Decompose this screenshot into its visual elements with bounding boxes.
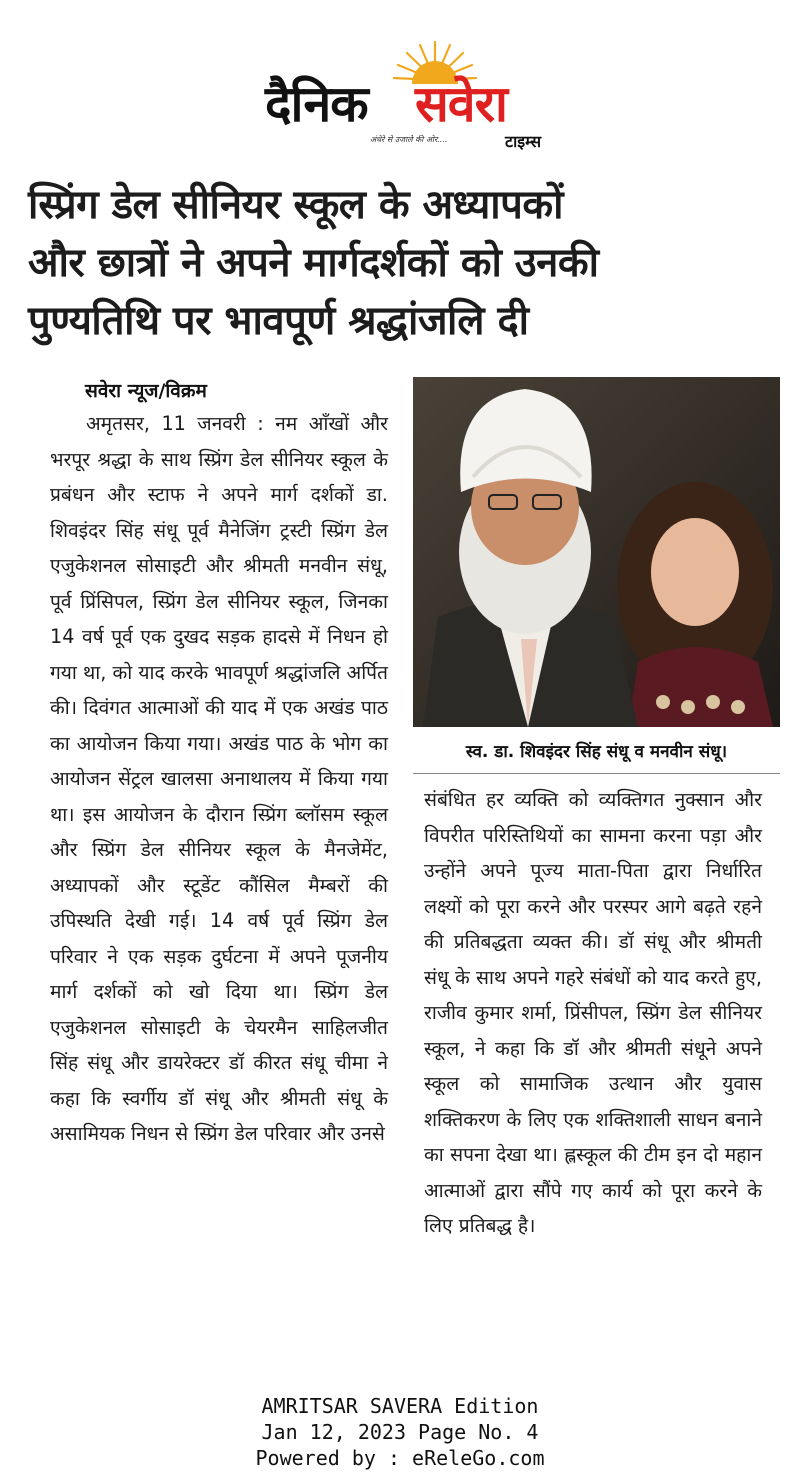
article-body-right-column: संबंधित हर व्यक्ति को व्यक्तिगत नुक्सान और विपरीत परिस्तिथियों का सामना करना पड़ा और उन्होंने अपने पूज्य माता-पिता द्वारा निर्धारित लक्ष्यों को पूरा करने और परस्पर आगे बढ़ते रहने की प्रतिबद्धता व्यक्त की। डॉ संधू और श्रीमती संधू के साथ अपने गहरे संबंधों को याद करते हुए, राजीव कुमार शर्मा, प्रिंसीपल, स्प्रिंग डेल सीनियर स्कूल, ने कहा कि डॉ और श्रीमती संधूने अपने स्कूल को सामाजिक उत्थान और युवास शक्तिकरण के लिए एक शक्तिशाली साधन बनाने का सपना देखा था। ह्लस्कूल की टीम इन दो महान आत्माओं द्वारा सौंपे गए कार्य को पूरा करने के लिए प्रतिबद्ध है। bbox=[424, 788, 762, 1237]
headline-line: और छात्रों ने अपने मार्गदर्शकों को उनकी bbox=[28, 240, 599, 286]
article-byline: सवेरा न्यूज/विक्रम bbox=[85, 380, 207, 402]
article-headline bbox=[28, 176, 778, 350]
headline-line: पुण्यतिथि पर भावपूर्ण श्रद्धांजलि दी bbox=[28, 298, 529, 344]
portrait-illustration bbox=[413, 377, 780, 727]
photo-caption-box bbox=[413, 727, 780, 774]
edition-date-page: Jan 12, 2023 Page No. 4 bbox=[261, 1420, 539, 1444]
article-photo bbox=[413, 377, 780, 727]
edition-name: AMRITSAR SAVERA Edition bbox=[261, 1394, 539, 1418]
masthead-tagline: अंधेरे से उजाले की ओर.... bbox=[370, 135, 448, 144]
headline-line: स्प्रिंग डेल सीनियर स्कूल के अध्यापकों bbox=[28, 182, 563, 228]
edition-footer bbox=[0, 1393, 800, 1471]
photo-caption: स्व. डा. शिवइंदर सिंह संधू व मनवीन संधू। bbox=[465, 742, 728, 762]
newspaper-masthead bbox=[0, 18, 800, 151]
logo-dainik: दैनिक bbox=[265, 75, 368, 133]
article-body-left-column: अमृतसर, 11 जनवरी : नम आँखों और भरपूर श्रद्धा के साथ स्प्रिंग डेल सीनियर स्कूल के प्रबंधन और स्टाफ ने अपने मार्ग दर्शकों डा. शिवइंदर सिंह संधू पूर्व मैनेजिंग ट्रस्टी स्प्रिंग डेल एजुकेशनल सोसाइटी और श्रीमती मनवीन संधू, पूर्व प्रिंसिपल, स्प्रिंग डेल सीनियर स्कूल, जिनका 14 वर्ष पूर्व एक दुखद सड़क हादसे में निधन हो गया था, को याद करके भावपूर्ण श्रद्धांजलि अर्पित की। दिवंगत आत्माओं की याद में एक अखंड पाठ का आयोजन किया गया। अखंड पाठ के भोग का आयोजन सेंट्रल खालसा अनाथालय में किया गया था। इस आयोजन के दौरान स्प्रिंग ब्लॉसम स्कूल और स्प्रिंग डेल सीनियर स्कूल के मैनजेमेंट, अध्यापकों और स्टूडेंट कौंसिल मैम्बरों की उपिस्थति देखी गई। 14 वर्ष पूर्व स्प्रिंग डेल परिवार ने एक सड़क दुर्घटना में अपने पूजनीय मार्ग दर्शकों को खो दिया था। स्प्रिंग डेल एजुकेशनल सोसाइटी के चेयरमैन साहिलजीत सिंह संधू और डायरेक्टर डॉ कीरत संधू चीमा ने कहा कि स्वर्गीय डॉ संधू और श्रीमती संधू के असामियक निधन से स्प्रिंग डेल परिवार और उनसे bbox=[50, 412, 388, 1145]
logo-savera: सवेरा bbox=[415, 75, 507, 133]
powered-by-link[interactable]: Powered by : eReleGo.com bbox=[255, 1446, 545, 1470]
logo-times: टाइम्स bbox=[505, 132, 542, 151]
